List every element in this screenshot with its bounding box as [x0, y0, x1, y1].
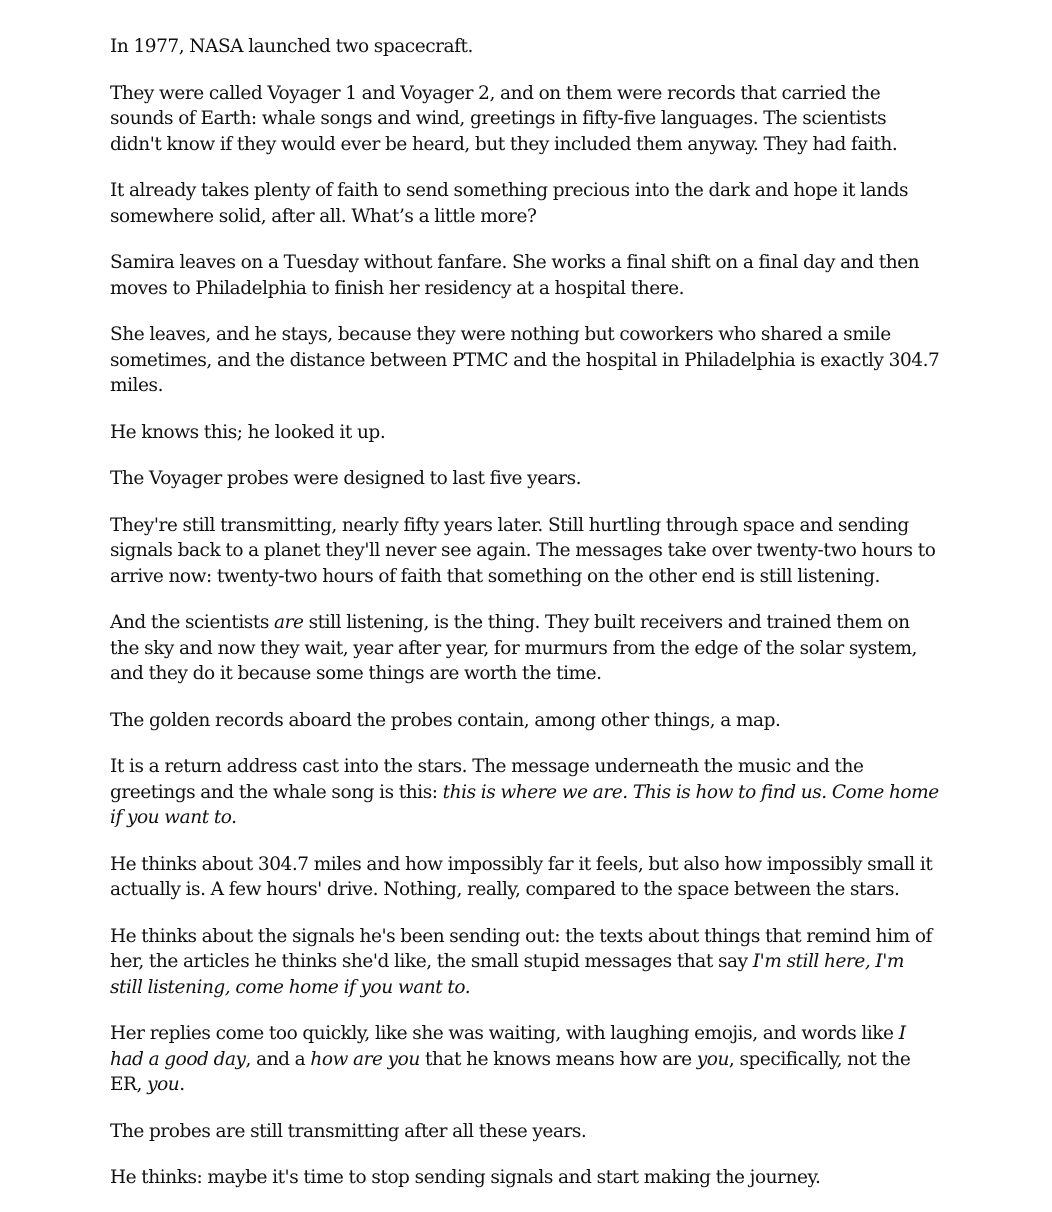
paragraph — [110, 250, 940, 301]
text-run: It already takes plenty of faith to send something precious into the dark and hope it lands somewhere solid, after all. What’s a little more? — [110, 180, 909, 227]
text-run: They were called Voyager 1 and Voyager 2, and on them were records that carried the sounds of Earth: whale songs and wind, greetings in fifty-five languages. The scientists didn't know if they would ever be heard, but they included them anyway. They had faith. — [110, 82, 898, 155]
text-run: It is a return address cast into the stars. The message underneath the music and the greetings and the whale song is this: — [110, 756, 864, 803]
text-run-italic: I'm still here, I'm still listening, come home if you want to. — [110, 951, 905, 998]
paragraph — [110, 1119, 940, 1145]
paragraph — [110, 420, 940, 446]
paragraph — [110, 708, 940, 734]
text-run: They're still transmitting, nearly fifty years later. Still hurtling through space and sending signals back to a planet they'll never see again. The messages take over twenty-two hours to arrive now: twenty-two hours of faith that something on the other end is still listening. — [110, 514, 936, 587]
paragraph — [110, 1021, 940, 1098]
story-text — [110, 34, 940, 1212]
paragraph — [110, 322, 940, 399]
paragraph — [110, 852, 940, 903]
text-run: He thinks: maybe it's time to stop sending signals and start making the journey. — [110, 1167, 821, 1188]
text-run: Her replies come too quickly, like she was waiting, with laughing emojis, and words like — [110, 1023, 899, 1044]
text-run-italic: you — [696, 1048, 729, 1070]
paragraph — [110, 178, 940, 229]
text-run: She leaves, and he stays, because they were nothing but coworkers who shared a smile sometimes, and the distance between PTMC and the hospital in Philadelphia is exactly 304.7 miles. — [110, 324, 940, 396]
text-run: The Voyager probes were designed to last five years. — [110, 468, 582, 489]
text-run-italic: I had a good day — [110, 1023, 906, 1070]
paragraph — [110, 81, 940, 158]
text-run: that he knows means how are — [419, 1048, 697, 1070]
text-run: The probes are still transmitting after all these years. — [110, 1120, 587, 1142]
paragraph — [110, 513, 940, 590]
text-run: He thinks about the signals he's been sending out: the texts about things that remind him of her, the articles he thinks she'd like, the small stupid messages that say — [110, 925, 932, 972]
text-run: , and a — [245, 1048, 311, 1070]
text-run: still listening, is the thing. They built receivers and trained them on the sky and now they wait, year after year, for murmurs from the edge of the solar system, and they do it because some things are worth the time. — [110, 612, 917, 684]
text-run: In 1977, NASA launched two spacecraft. — [110, 36, 473, 57]
text-run: He knows this; he looked it up. — [110, 421, 386, 443]
paragraph — [110, 34, 940, 60]
text-run: The golden records aboard the probes contain, among other things, a map. — [110, 709, 781, 731]
paragraph — [110, 466, 940, 492]
text-run-italic: how are you — [310, 1048, 420, 1070]
paragraph — [110, 610, 940, 687]
text-run-italic: this is where we are. This is how to find us. Come home if you want to. — [110, 781, 939, 828]
paragraph — [110, 924, 940, 1001]
text-run-italic: you — [147, 1074, 180, 1095]
text-run: Samira leaves on a Tuesday without fanfare. She works a final shift on a final day and then moves to Philadelphia to finish her residency at a hospital there. — [110, 252, 920, 299]
text-run: He thinks about 304.7 miles and how impossibly far it feels, but also how impossibly small it actually is. A few hours' drive. Nothing, really, compared to the space between the stars. — [110, 853, 933, 900]
text-run-italic: are — [274, 612, 304, 633]
text-run: And the scientists — [110, 612, 275, 633]
text-run: . — [179, 1074, 185, 1095]
text-run: , specifically, not the ER, — [110, 1048, 911, 1095]
paragraph — [110, 754, 940, 831]
paragraph — [110, 1165, 940, 1191]
